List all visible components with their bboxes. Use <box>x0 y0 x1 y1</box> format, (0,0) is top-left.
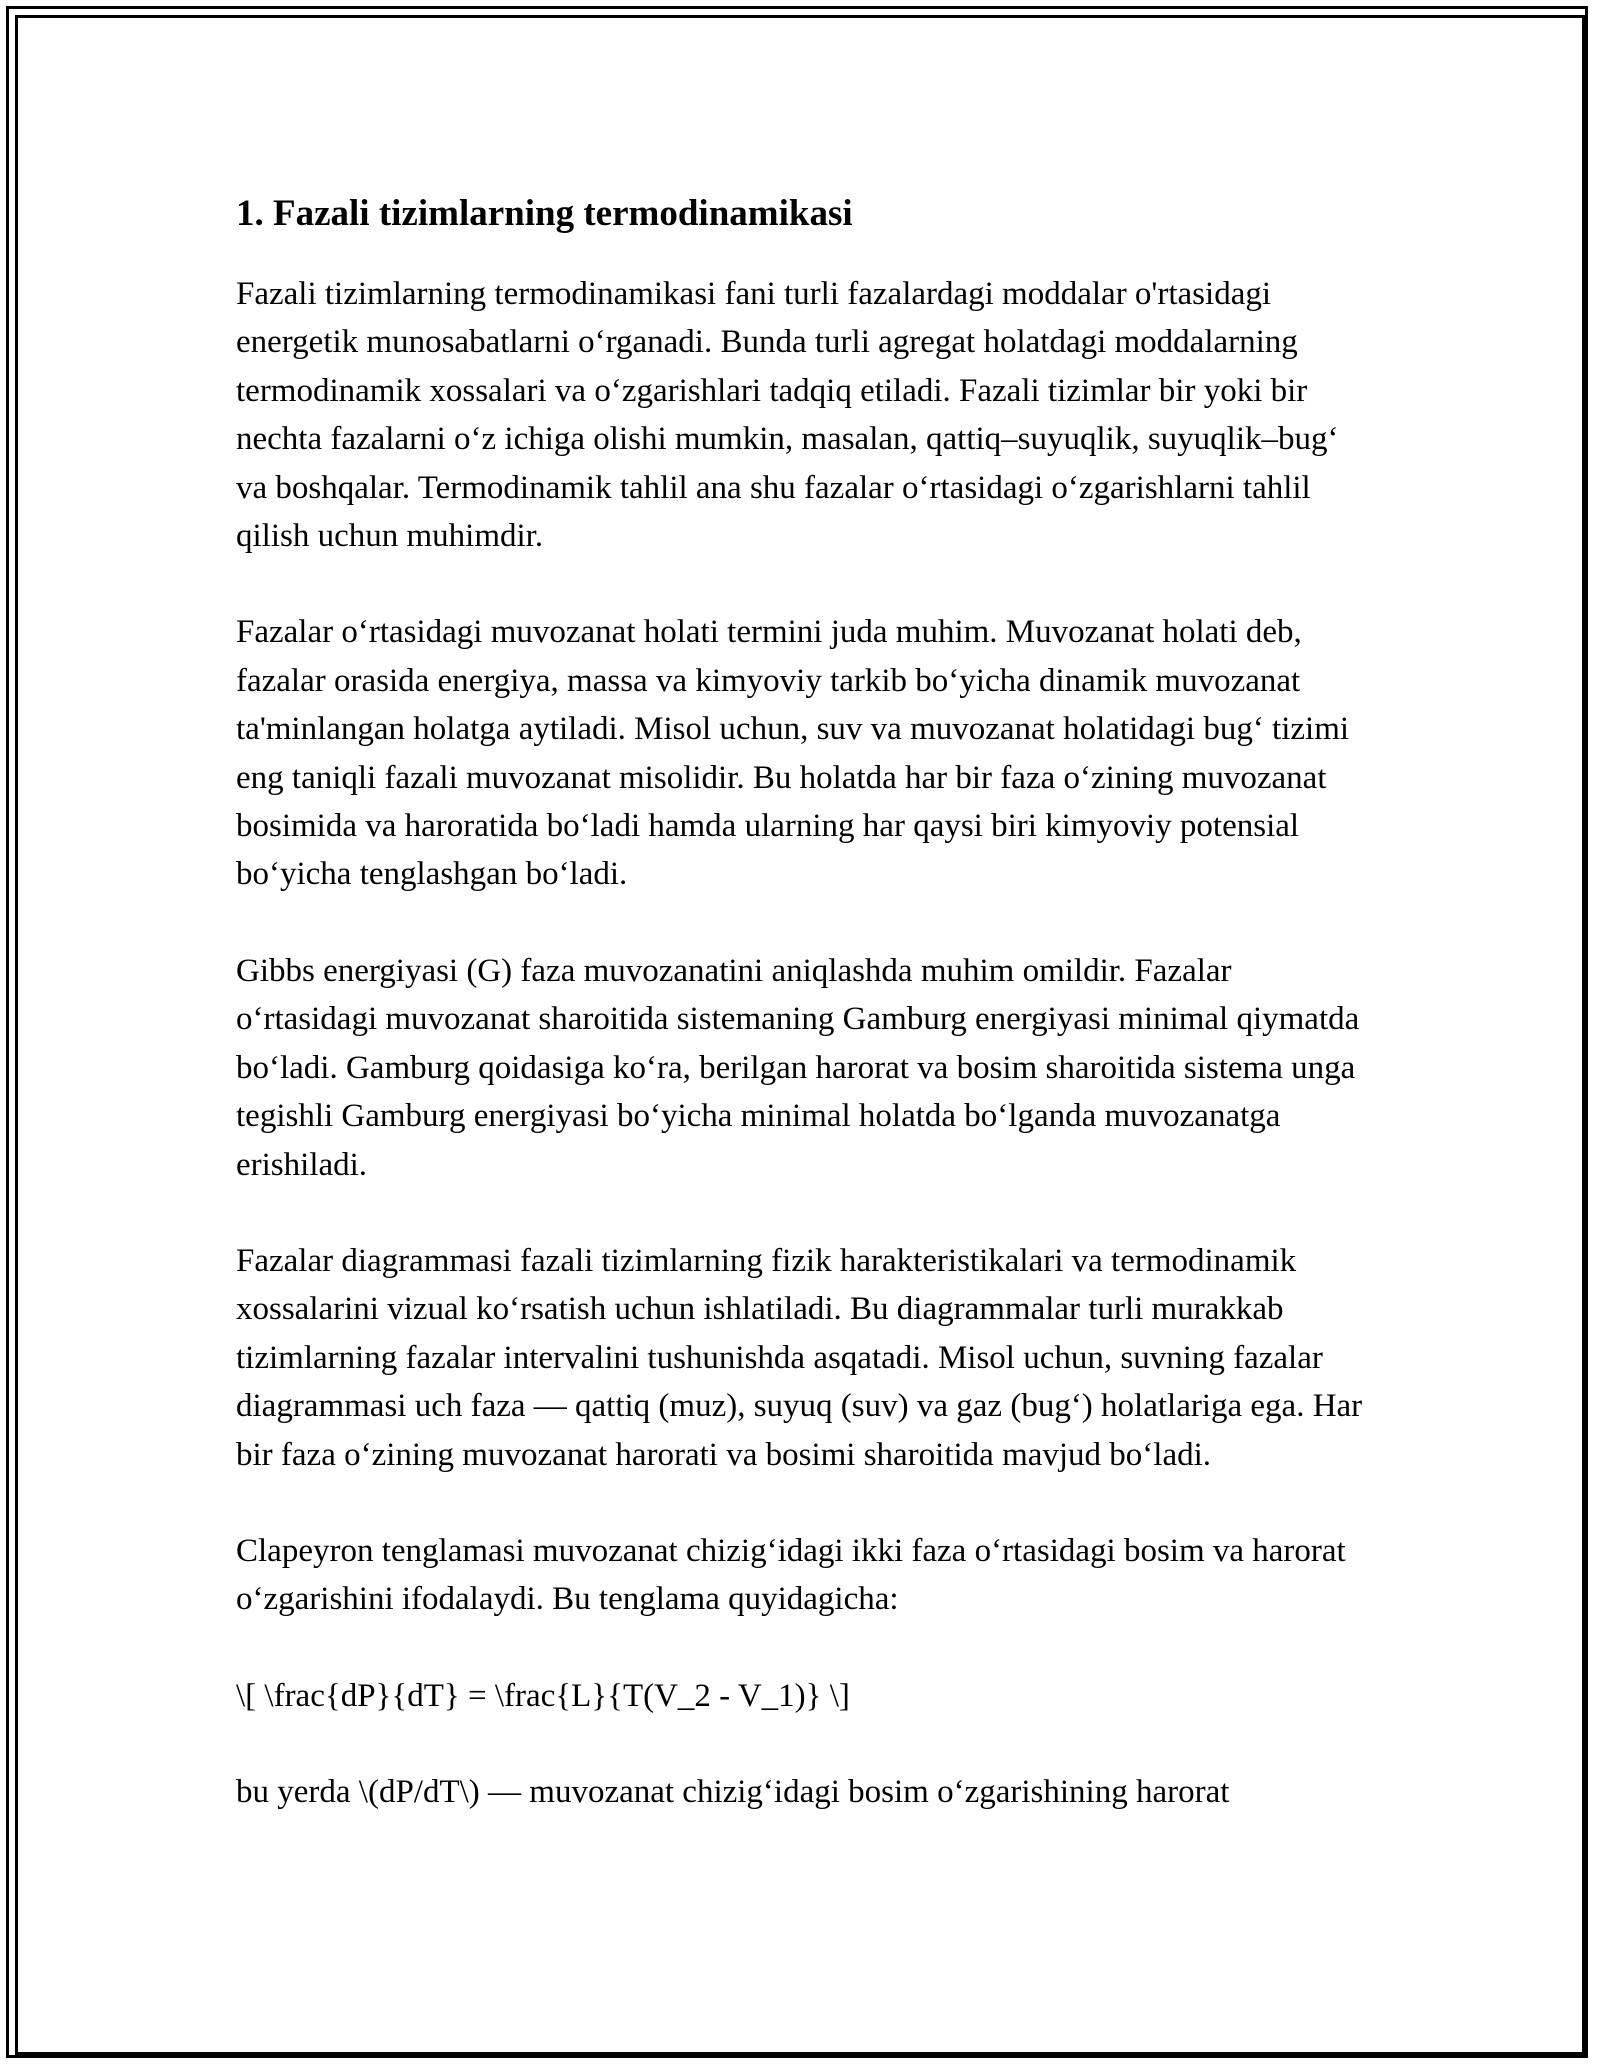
paragraph-gibbs: Gibbs energiyasi (G) faza muvozanatini aniqlashda muhim omildir. Fazalar oʻrtasidagi muvozanat sharoitida sistemaning Gamburg energiyasi minimal qiymatda boʻladi. Gamburg qoidasiga koʻra, berilgan harorat va bosim sharoitida sistema unga tegishli Gamburg energiyasi boʻyicha minimal holatda boʻlganda muvozanatga erishiladi. <box>236 952 1360 1183</box>
document-body <box>236 186 1376 1865</box>
paragraph-equation-explanation: bu yerda \(dP/dT\) — muvozanat chizigʻidagi bosim oʻzgarishining harorat <box>236 1774 1230 1811</box>
paragraph-equilibrium: Fazalar oʻrtasidagi muvozanat holati termini juda muhim. Muvozanat holati deb, fazalar orasida energiya, massa va kimyoviy tarkib boʻyicha dinamik muvozanat ta'minlangan holatga aytiladi. Misol uchun, suv va muvozanat holatidagi bugʻ tizimi eng taniqli fazali muvozanat misolidir. Bu holatda har bir faza oʻzining muvozanat bosimida va haroratida boʻladi hamda ularning har qaysi biri kimyoviy potensial boʻyicha tenglashgan boʻladi. <box>236 614 1350 893</box>
paragraph-phase-diagram: Fazalar diagrammasi fazali tizimlarning fizik harakteristikalari va termodinamik xossalarini vizual koʻrsatish uchun ishlatiladi. Bu diagrammalar turli murakkab tizimlarning fazalar intervalini tushunishda asqatadi. Misol uchun, suvning fazalar diagrammasi uch faza — qattiq (muz), suyuq (suv) va gaz (bugʻ) holatlariga ega. Har bir faza oʻzining muvozanat harorati va bosimi sharoitida mavjud boʻladi. <box>236 1242 1363 1473</box>
paragraph-intro: Fazali tizimlarning termodinamikasi fani turli fazalardagi moddalar o'rtasidagi energetik munosabatlarni oʻrganadi. Bunda turli agregat holatdagi moddalarning termodinamik xossalari va oʻzgarishlari tadqiq etiladi. Fazali tizimlar bir yoki bir nechta fazalarni oʻz ichiga olishi mumkin, masalan, qattiq–suyuqlik, suyuqlik–bugʻ va boshqalar. Termodinamik tahlil ana shu fazalar oʻrtasidagi oʻzgarishlarni tahlil qilish uchun muhimdir. <box>236 276 1339 555</box>
section-heading: 1. Fazali tizimlarning termodinamikasi <box>236 193 853 234</box>
equation-clapeyron: \[ \frac{dP}{dT} = \frac{L}{T(V_2 - V_1)} \] <box>236 1677 850 1714</box>
paragraph-clapeyron: Clapeyron tenglamasi muvozanat chizigʻidagi ikki faza oʻrtasidagi bosim va harorat oʻzgarishini ifodalaydi. Bu tenglama quyidagicha: <box>236 1532 1346 1618</box>
